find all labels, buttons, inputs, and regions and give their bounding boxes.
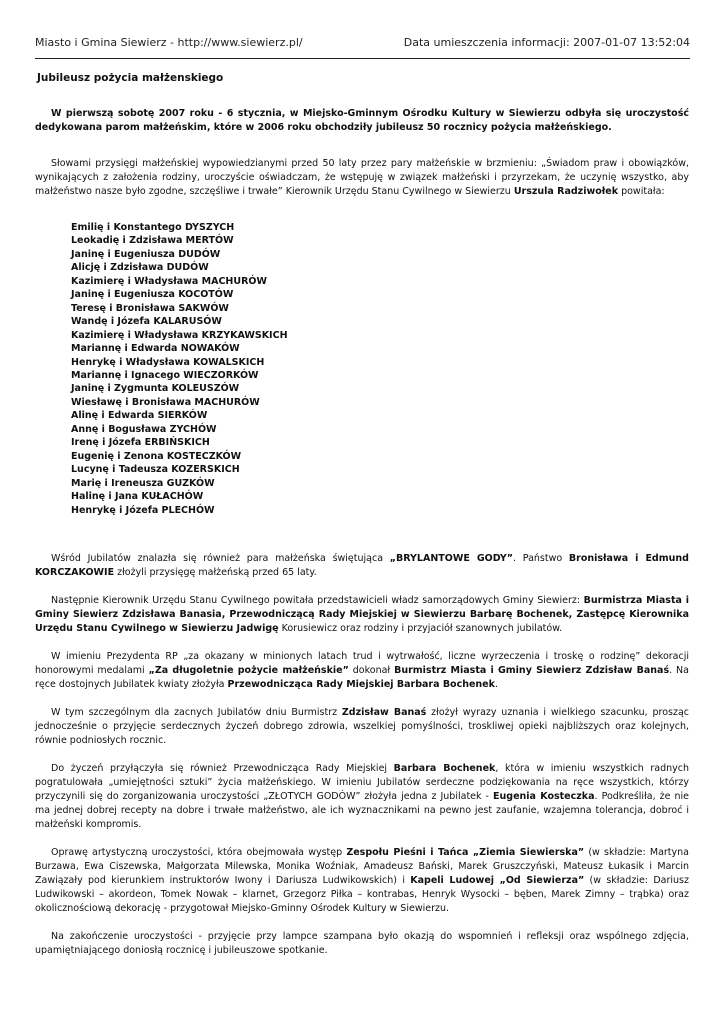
paragraph-mayor-wishes: W tym szczególnym dla zacnych Jubilatów dniu Burmistrz Zdzisław Banaś złożył wyrazy uznania i wielkiego szacunku, prosząc jednocześnie o przyjęcie serdecznych życzeń dobrego zdrowia, wszelkiej pomyślności, troskliwej opieki najbliższych oraz kolejnych, równie podniosłych rocznic. [35, 706, 689, 746]
paragraph-council-chair: Do życzeń przyłączyła się również Przewodnicząca Rady Miejskiej Barbara Bochenek, która w imieniu wszystkich radnych pogratulowała „umiejętności sztuki” życia małżeńskiego. W imieniu Jubilatów serdeczne podziękowania na ręce wszystkich, którzy przyczynili się do zorganizowania uroczystości „ZŁOTYCH GODÓW” złożyła jedna z Jubilatek - Eugenia Kosteczka. Podkreśliła, że nie ma jednej dobrej recepty na dobre i trwałe małżeństwo, ale ich wyznacznikami na pewno jest zaufanie, wzajemna tolerancja, dobroć i małżeński kompromis. [35, 762, 690, 830]
list-item: Mariannę i Edwarda NOWAKÓW [71, 343, 240, 355]
intro-paragraph: W pierwszą sobotę 2007 roku - 6 stycznia, w Miejsko-Gminnym Ośrodku Kultury w Siewierzu odbyła się uroczystość dedykowana parom małżeńskim, które w 2006 roku obchodziły jubileusz 50 rocznicy pożycia małżeńskiego. [35, 108, 689, 133]
list-item: Kazimierę i Władysława MACHURÓW [71, 275, 267, 287]
list-item: Mariannę i Ignacego WIECZORKÓW [71, 369, 259, 381]
list-item: Annę i Bogusława ZYCHÓW [71, 423, 217, 435]
list-item: Alinę i Edwarda SIERKÓW [71, 410, 208, 422]
list-item: Alicję i Zdzisława DUDÓW [71, 262, 209, 274]
paragraph-closing: Na zakończenie uroczystości - przyjęcie przy lampce szampana było okazją do wspomnień i refleksji oraz wspólnego zdjęcia, upamiętniającego doniosłą rocznicę i jubileuszowe spotkanie. [35, 930, 689, 956]
list-item: Irenę i Józefa ERBIŃSKICH [71, 437, 210, 449]
list-item: Teresę i Bronisława SAKWÓW [71, 302, 229, 314]
list-item: Wiesławę i Bronisława MACHURÓW [71, 396, 260, 408]
list-item: Lucynę i Tadeusza KOZERSKICH [71, 464, 240, 476]
article [35, 72, 689, 958]
publication-date [404, 36, 690, 49]
list-item: Janinę i Eugeniusza DUDÓW [71, 248, 221, 260]
paragraph-diamond-anniversary: Wśród Jubilatów znalazła się również para małżeńska świętująca „BRYLANTOWE GODY”. Państwo Bronisława i Edmund KORCZAKOWIE złożyli przysięgę małżeńską przed 65 laty. [35, 552, 689, 578]
list-item: Emilię i Konstantego DYSZYCH [71, 222, 235, 233]
paragraph-medals: W imieniu Prezydenta RP „za okazany w minionych latach trud i wytrwałość, liczne wyrzeczenia i troskę o rodzinę” dekoracji honorowymi medalami „Za długoletnie pożycie małżeńskie” dokonał Burmistrz Miasta i Gminy Siewierz Zdzisław Banaś. Na ręce dostojnych Jubilatek kwiaty złożyła Przewodnicząca Rady Miejskiej Barbara Bochenek. [35, 650, 689, 690]
list-item: Janinę i Eugeniusza KOCOTÓW [71, 289, 234, 301]
page-header [35, 36, 690, 59]
date-label: Data umieszczenia informacji: [403, 36, 570, 49]
paragraph-artistic-setting: Oprawę artystyczną uroczystości, która obejmowała występ Zespołu Pieśni i Tańca „Ziemia Siewierska” (w składzie: Martyna Burzawa, Ewa Ciszewska, Małgorzata Milewska, Monika Woźniak, Amadeusz Bański, Marek Gruszczyński, Mateusz Łukasik i Marcin Zawiązały pod kierunkiem instruktorów Iwony i Dariusza Ludwikowskich) i Kapeli Ludowej „Od Siewierza” (w składzie: Dariusz Ludwikowski – akordeon, Tomek Nowak – klarnet, Grzegorz Piłka – kontrabas, Henryk Wysocki – bęben, Marek Zimny – trąbka) oraz okolicznościową dekorację - przygotował Miejsko-Gminny Ośrodek Kultury w Siewierzu. [35, 846, 689, 914]
list-item: Janinę i Zygmunta KOLEUSZÓW [71, 383, 240, 395]
paragraph-guests: Następnie Kierownik Urzędu Stanu Cywilnego powitała przedstawicieli władz samorządowych Gminy Siewierz: Burmistrza Miasta i Gminy Siewierz Zdzisława Banasia, Przewodniczącą Rady Miejskiej w Siewierzu Barbarę Bochenek, Zastępcę Kierownika Urzędu Stanu Cywilnego w Siewierzu Jadwigę Korusiewicz oraz rodziny i przyjaciół szanownych jubilatów. [35, 594, 689, 634]
couples-list [71, 221, 689, 517]
registrar-name: Urszula Radziwołek [513, 186, 619, 197]
list-item: Eugenię i Zenona KOSTECZKÓW [71, 450, 242, 462]
date-value: 2007-01-07 13:52:04 [573, 36, 690, 49]
list-item: Leokadię i Zdzisława MERTÓW [71, 235, 234, 247]
list-item: Kazimierę i Władysława KRZYKAWSKICH [71, 329, 288, 341]
list-item: Halinę i Jana KUŁACHÓW [71, 491, 204, 503]
list-item: Marię i Ireneusza GUZKÓW [71, 477, 215, 489]
list-item: Henrykę i Władysława KOWALSKICH [71, 356, 265, 368]
list-item: Wandę i Józefa KALARUSÓW [71, 316, 222, 328]
article-title: Jubileusz pożycia małżenskiego [37, 72, 224, 84]
source-text: Miasto i Gmina Siewierz - http://www.siewierz.pl/ [35, 36, 303, 49]
paragraph-oath: Słowami przysięgi małżeńskiej wypowiedzianymi przed 50 laty przez pary małżeńskie w brzmieniu: „Świadom praw i obowiązków, wynikających z założenia rodziny, uroczyście oświadczam, że wstępuję w związek małżeński i przyrzekam, że uczynię wszystko, aby małżeństwo nasze było zgodne, szczęśliwe i trwałe” Kierownik Urzędu Stanu Cywilnego w Siewierzu Urszula Radziwołek powitała: [35, 158, 689, 197]
list-item: Henrykę i Józefa PLECHÓW [71, 504, 215, 516]
